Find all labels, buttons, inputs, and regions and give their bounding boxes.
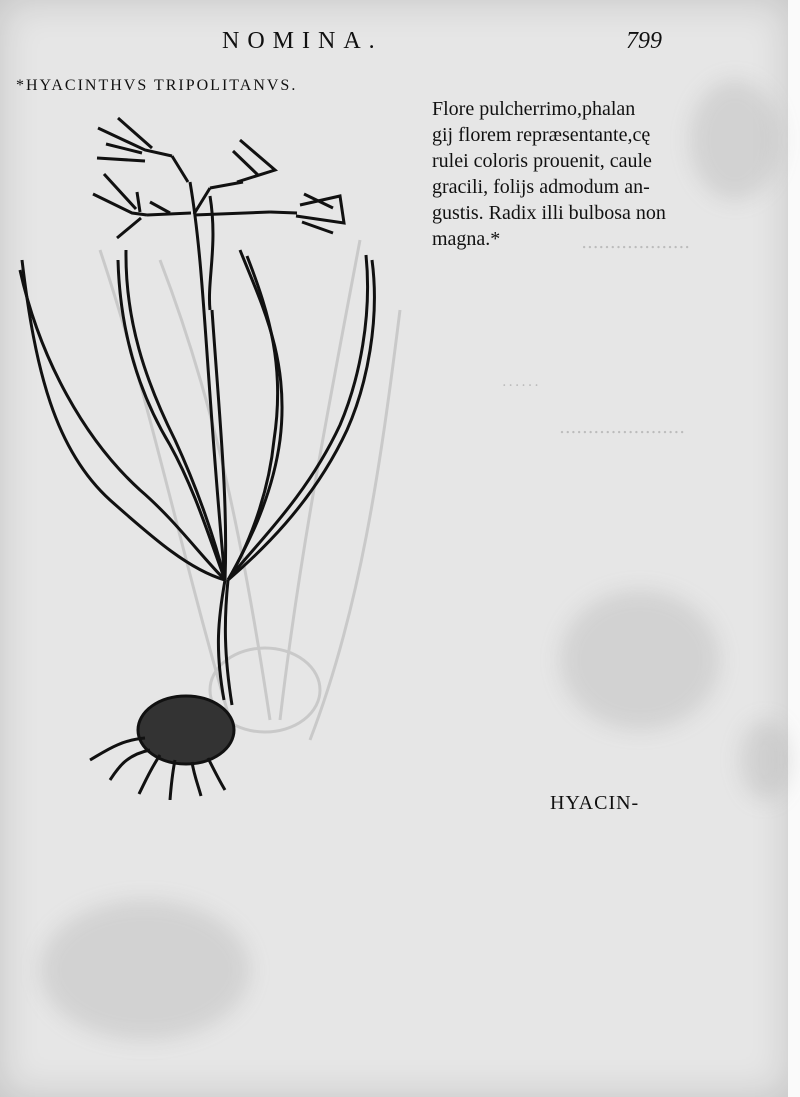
stems-and-leaves	[20, 182, 374, 580]
page-edge	[788, 0, 800, 1097]
paper-stain	[740, 720, 790, 800]
description-line: Flore pulcherrimo,phalan	[432, 98, 636, 120]
paper-stain	[560, 590, 720, 730]
flower-top-left	[97, 118, 188, 182]
description-line: gracili, folijs admodum an-	[432, 176, 650, 198]
plant-heading: *HYACINTHVS TRIPOLITANVS.	[16, 77, 298, 94]
paper-stain	[690, 80, 780, 200]
running-head-title: NOMINA.	[222, 28, 383, 54]
flower-right	[194, 194, 344, 233]
bulb-and-roots	[90, 580, 234, 800]
description-line: magna.*	[432, 228, 501, 250]
bleed-through-text: ...................	[581, 232, 690, 253]
plant-description	[432, 96, 692, 252]
paper-stain	[40, 900, 250, 1040]
bleed-through-text: ......................	[559, 417, 685, 438]
bleed-through-text: ......	[500, 374, 539, 390]
flower-top-right	[194, 140, 275, 214]
catchword: HYACIN-	[550, 792, 640, 814]
flower-left	[93, 174, 191, 238]
page-number: 799	[626, 28, 662, 54]
description-line: gij florem repræsentante,cę	[432, 124, 651, 146]
running-head	[0, 28, 790, 58]
description-line: gustis. Radix illi bulbosa non	[432, 202, 666, 224]
description-line: rulei coloris prouenit, caule	[432, 150, 652, 172]
hyacinth-woodcut-illustration	[0, 110, 420, 800]
